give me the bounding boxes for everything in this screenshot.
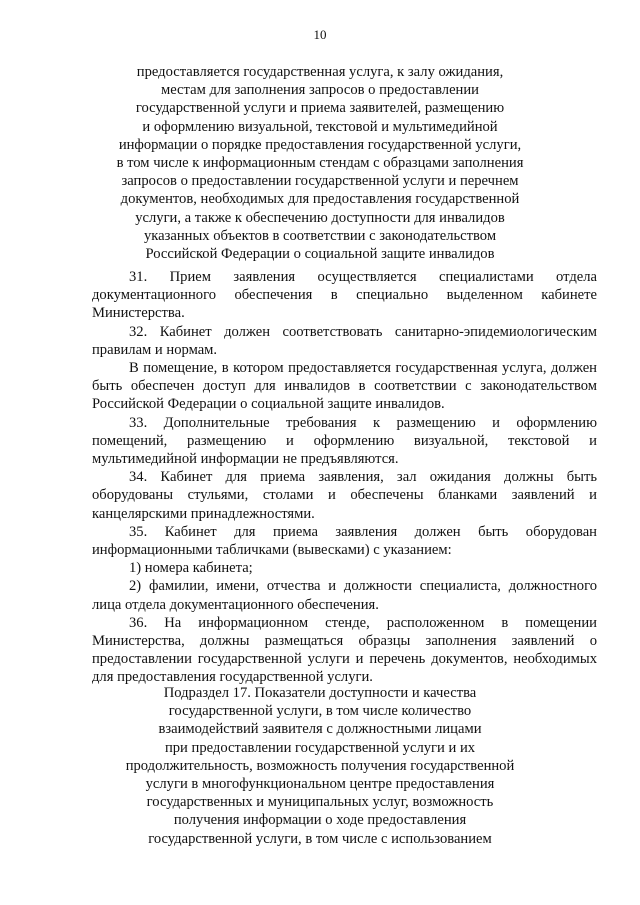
paragraph-access: В помещение, в котором предоставляется государственная услуга, должен быть обеспечен доступ для инвалидов в соответствии с законодательством Российской Федерации о социальной защите инвалидов. <box>92 360 597 413</box>
heading-line: государственной услуги, в том числе количество <box>168 703 472 720</box>
paragraph-35: 35. Кабинет для приема заявления должен быть оборудован информационными табличками (вывесками) с указанием: <box>92 523 597 559</box>
heading-line: Российской Федерации о социальной защите инвалидов <box>145 246 495 263</box>
heading-line: предоставляется государственная услуга, к залу ожидания, <box>136 64 504 80</box>
heading-line: информации о порядке предоставления государственной услуги, <box>118 136 522 153</box>
list-item-1: 1) номера кабинета; <box>129 560 253 577</box>
heading-line: Подраздел 17. Показатели доступности и качества <box>163 685 477 701</box>
list-item-2: 2) фамилии, имени, отчества и должности специалиста, должностного лица отдела документационного обеспечения. <box>92 578 597 613</box>
page-number: 10 <box>313 27 327 42</box>
paragraph-33: 33. Дополнительные требования к размещению и оформлению помещений, размещению и оформлению визуальной, текстовой и мультимедийной информации не предъявляются. <box>92 414 597 468</box>
heading-line: местам для заполнения запросов о предоставлении <box>160 82 479 99</box>
heading-line: указанных объектов в соответствии с законодательством <box>143 227 497 244</box>
heading-line: государственной услуги и приема заявителей, размещению <box>135 100 505 117</box>
paragraph-32: 32. Кабинет должен соответствовать санитарно-эпидемиологическим правилам и нормам. <box>92 323 597 358</box>
heading-line: услуги, а также к обеспечению доступности для инвалидов <box>135 209 505 226</box>
heading-line: государственной услуги, в том числе с использованием <box>148 830 492 847</box>
heading-line: в том числе к информационным стендам с образцами заполнения <box>116 155 524 172</box>
paragraph-31: 31. Прием заявления осуществляется специалистами отдела документационного обеспечения в специально выделенном кабинете Министерства. <box>92 269 597 322</box>
heading-line: взаимодействий заявителя с должностными лицами <box>158 721 482 738</box>
paragraph-36: 36. На информационном стенде, расположенном в помещении Министерства, должны размещаться образцы заполнения заявлений о предоставлении государственной услуги и перечень документов, необходимых для предоставления государственной услуги. <box>92 614 597 686</box>
heading-line: получения информации о ходе предоставления <box>173 812 467 829</box>
heading-line: продолжительность, возможность получения государственной <box>125 757 515 774</box>
heading-line: государственных и муниципальных услуг, возможность <box>146 794 494 811</box>
subsection-17-heading <box>70 684 570 848</box>
paragraph-34: 34. Кабинет для приема заявления, зал ожидания должны быть оборудованы стульями, столами и обеспечены бланками заявлений и канцелярскими принадлежностями. <box>92 469 597 522</box>
section-heading-continuation <box>70 63 570 263</box>
heading-line: при предоставлении государственной услуги и их <box>164 739 476 756</box>
heading-line: запросов о предоставлении государственной услуги и перечнем <box>121 173 519 190</box>
heading-line: услуги в многофункциональном центре предоставления <box>145 776 495 793</box>
heading-line: документов, необходимых для предоставления государственной <box>120 191 520 208</box>
body-text <box>92 268 597 687</box>
heading-line: и оформлению визуальной, текстовой и мультимедийной <box>142 118 498 135</box>
